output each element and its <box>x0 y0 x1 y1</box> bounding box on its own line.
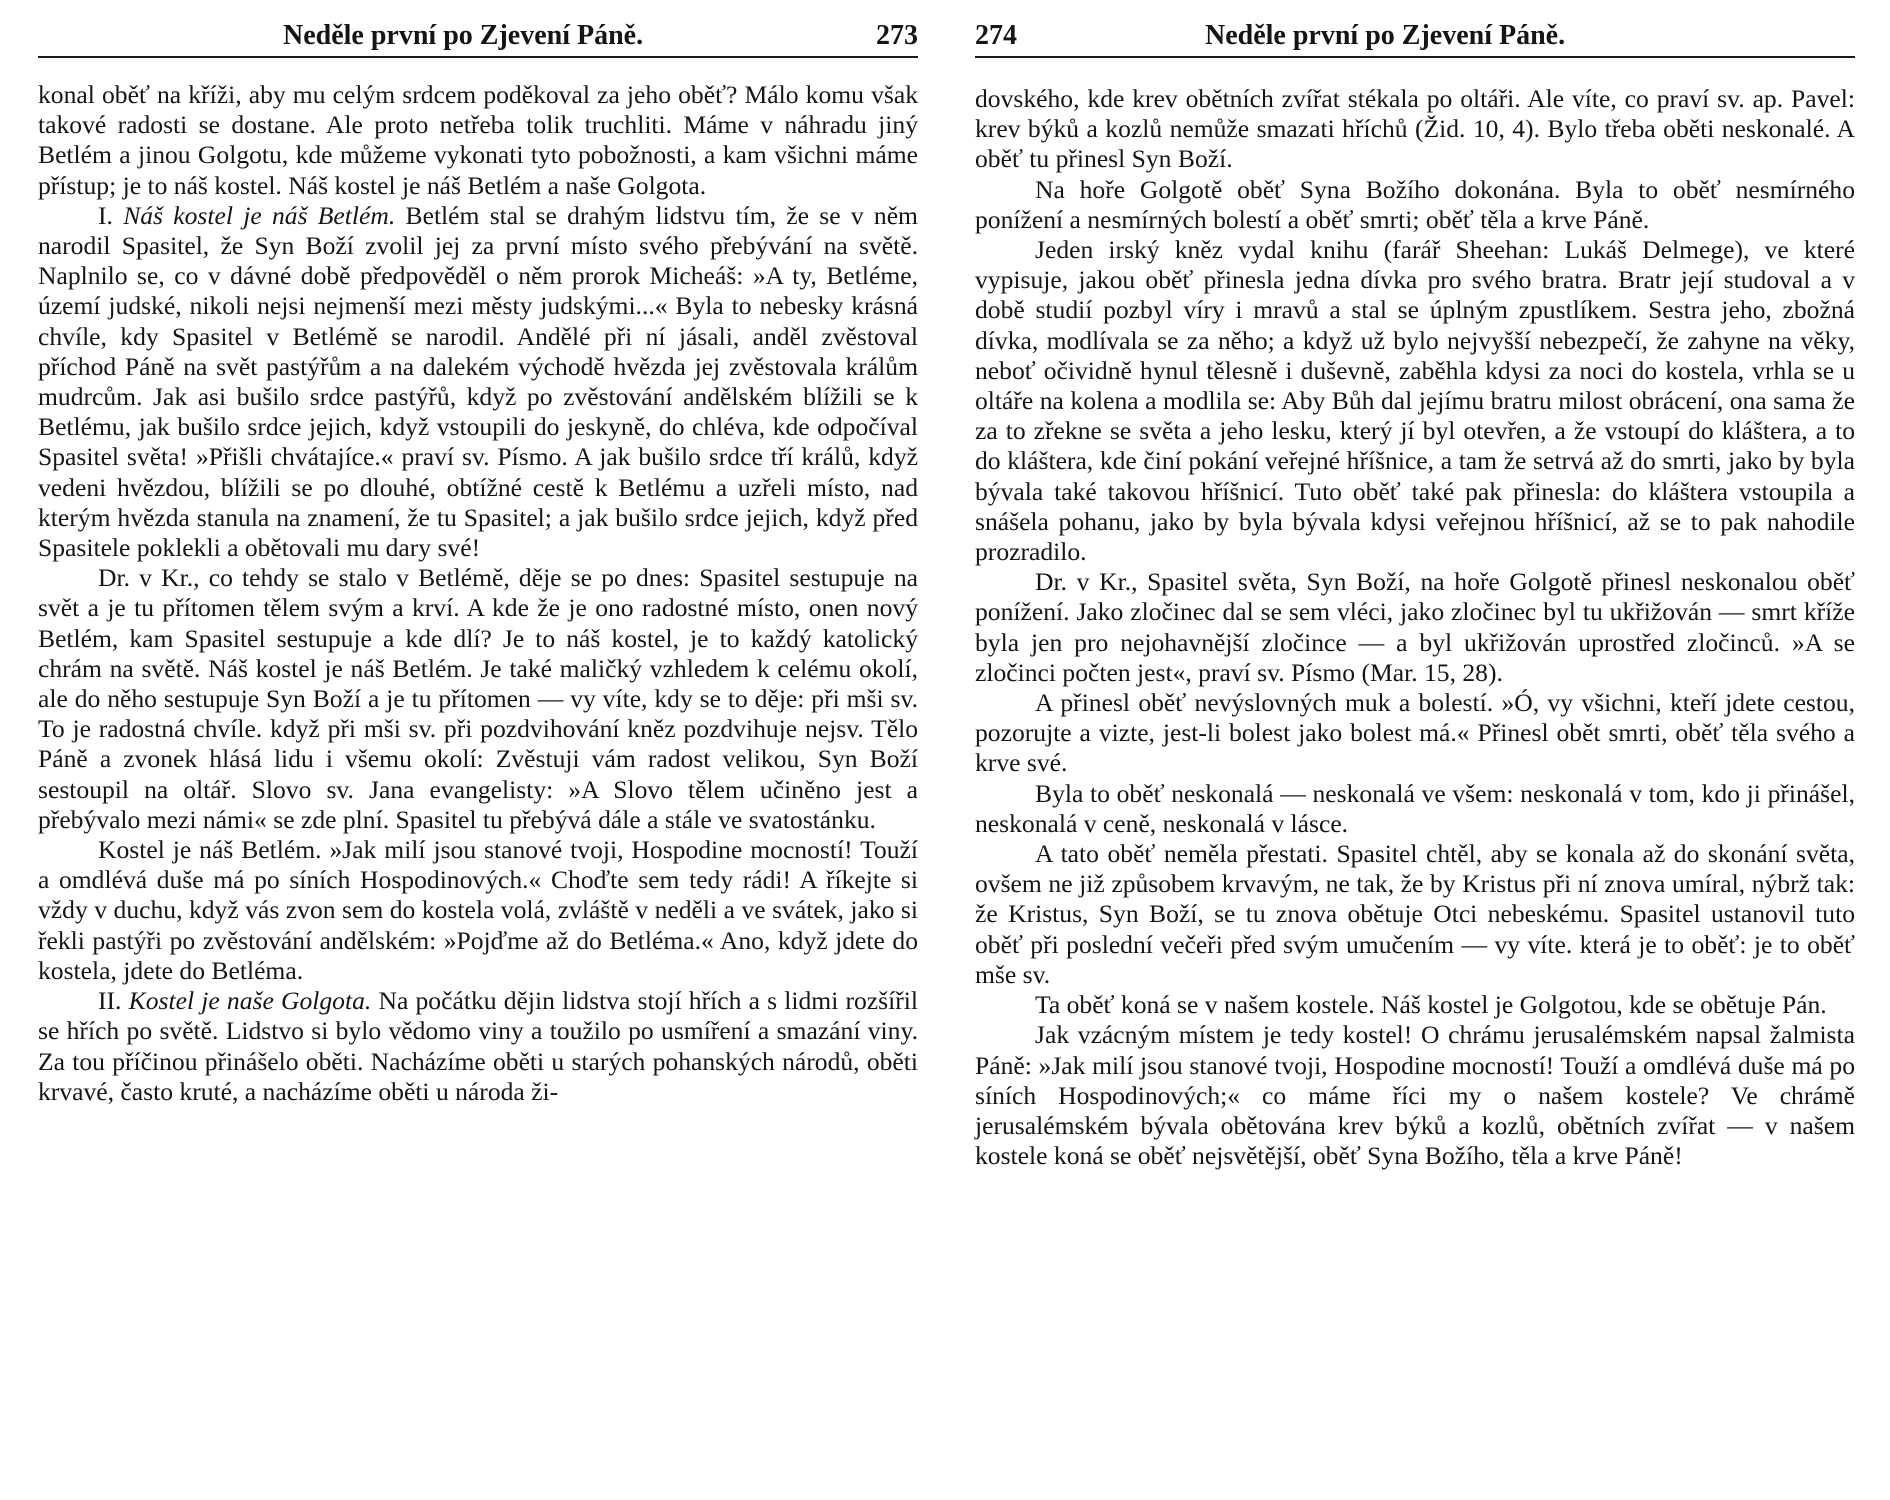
paragraph: konal oběť na kříži, aby mu celým srdcem poděkoval za jeho oběť? Málo komu však takové radosti se dostane. Ale proto netřeba tolik truchliti. Máme v náhradu jiný Betlém a jinou Golgotu, kde můžeme vykonati tyto pobožnosti, a kam všichni máme přístup; je to náš kostel. Náš kostel je náš Betlém a naše Golgota. <box>38 80 918 200</box>
section-numeral: II. <box>98 986 122 1016</box>
page-body <box>38 80 918 1107</box>
paragraph: A přinesl oběť nevýslovných muk a bolestí. »Ó, vy všichni, kteří jdete cestou, pozorujte a vizte, jest-li bolest jako bolest má.« Přinesl obět smrti, oběť těla svého a krve své. <box>975 688 1855 778</box>
page-body <box>975 84 1855 1171</box>
paragraph: Jak vzácným místem je tedy kostel! O chrámu jerusalémském napsal žalmista Páně: »Jak milí jsou stanové tvoji, Hospodine mocností! Touží a omdlévá duše má po síních Hospodinových;« co máme říci my o našem kostele? Ve chrámě jerusalémském bývala obětována krev býků a kozlů, obětních zvířat — v našem kostele koná se oběť nejsvětější, oběť Syna Božího, těla a krve Páně! <box>975 1020 1855 1171</box>
right-page <box>975 0 1855 1500</box>
paragraph: Kostel je náš Betlém. »Jak milí jsou stanové tvoji, Hospodine mocností! Touží a omdlévá duše má po síních Hospodinových.« Choďte sem tedy rádi! A říkejte si vždy v duchu, když vás zvon sem do kostela volá, zvláště v neděli a ve svátek, jako si řekli pastýři po zvěstování andělském: »Pojďme až do Betléma.« Ano, když jdete do kostela, jdete do Betléma. <box>38 835 918 985</box>
paragraph: A tato oběť neměla přestati. Spasitel chtěl, aby se konala až do skonání světa, ovšem ne již způsobem krvavým, ne tak, že by Kristus při ní znova umíral, nýbrž tak: že Kristus, Syn Boží, se tu znova obětuje Otci nebeskému. Spasitel ustanovil tuto oběť při poslední večeři před svým umučením — vy víte. která je to oběť: je to oběť mše sv. <box>975 839 1855 989</box>
page-number: 274 <box>975 20 1017 51</box>
left-page <box>38 0 918 1500</box>
header-rule <box>975 56 1855 58</box>
section-paragraph: I. Náš kostel je náš Betlém. Betlém stal se drahým lidstvu tím, že se v něm narodil Spasitel, že Syn Boží zvolil jej za první místo svého přebývání na světě. Naplnilo se, co v dávné době předpověděl o něm prorok Micheáš: »A ty, Betléme, území judské, nikoli nejsi nejmenší mezi městy judskými...« Byla to nebesky krásná chvíle, kdy Spasitel v Betlémě se narodil. Andělé při ní jásali, anděl zvěstoval příchod Páně na svět pastýřům a na dalekém východě hvězda jej zvěstovala králům mudrcům. Jak asi bušilo srdce pastýřů, když po zvěstování andělském blížili se k Betlému, jak bušilo srdce jejich, když vstoupili do jeskyně, do chléva, kde odpočíval Spasitel světa! »Přišli chvátajíce.« praví sv. Písmo. A jak bušilo srdce tří králů, když vedeni hvězdou, blížili se po dlouhé, obtížné cestě k Betlému a uzřeli místo, nad kterým hvězda stanula na znamení, že tu Spasitel; a jak bušilo srdce jejich, když před Spasitele poklekli a obětovali mu dary své! <box>38 200 918 563</box>
running-head <box>975 20 1855 52</box>
section-numeral: I. <box>98 200 113 230</box>
paragraph: Byla to oběť neskonalá — neskonalá ve všem: neskonalá v tom, kdo ji přinášel, neskonalá v ceně, neskonalá v lásce. <box>975 778 1855 838</box>
section-paragraph: II. Kostel je naše Golgota. Na počátku dějin lidstva stojí hřích a s lidmi rozšířil se hřích po světě. Lidstvo si bylo vědomo viny a toužilo po usmíření a smazání viny. Za tou příčinou přinášelo oběti. Nacházíme oběti u starých pohanských národů, oběti krvavé, často kruté, a nacházíme oběti u národa ži- <box>38 986 918 1106</box>
paragraph: Jeden irský kněz vydal knihu (farář Sheehan: Lukáš Delmege), ve které vypisuje, jakou oběť přinesla jedna dívka pro svého bratra. Bratr její studoval a v době studií pozbyl víry i mravů a stal se úplným zpustlíkem. Sestra jeho, zbožná dívka, modlívala se za něho; a když už bylo nejvyšší nebezpečí, že zahyne na věky, neboť očividně hynul tělesně i duševně, zaběhla kdysi za noci do kostela, vrhla se u oltáře na kolena a modlila se: Aby Bůh dal jejímu bratru milost obrácení, ona sama že za to zřekne se světa a jeho lesku, který jí byl otevřen, a že vstoupí do kláštera, a to do kláštera, kde činí pokání veřejné hříšnice, a tam že setrvá až do smrti, jako by byla bývala také takovou hříšnicí. Tuto oběť také pak přinesla: do kláštera vstoupila a snášela pohanu, jako by byla bývala kdysi veřejnou hříšnicí, až se to pak nahodile prozradilo. <box>975 235 1855 567</box>
paragraph: Dr. v Kr., co tehdy se stalo v Betlémě, děje se po dnes: Spasitel sestupuje na svět a je tu přítomen tělem svým a krví. A kde že je ono radostné místo, onen nový Betlém, kam Spasitel sestupuje a kde dlí? Je to náš kostel, je to každý katolický chrám na světě. Náš kostel je náš Betlém. Je také maličký vzhledem k celému okolí, ale do něho sestupuje Syn Boží a je tu přítomen — vy víte, kdy se to děje: při mši sv. To je radostná chvíle. když při mši sv. při pozdvihování kněz pozdvihuje nejsv. Tělo Páně a zvonek hlásá lidu i všemu okolí: Zvěstuji vám radost velikou, Syn Boží sestoupil na oltář. Slovo sv. Jana evangelisty: »A Slovo tělem učiněno jest a přebývalo mezi námi« se zde plní. Spasitel tu přebývá dále a stále ve svatostánku. <box>38 563 918 834</box>
running-title: Neděle první po Zjevení Páně. <box>1205 20 1566 51</box>
paragraph: dovského, kde krev obětních zvířat stékala po oltáři. Ale víte, co praví sv. ap. Pavel: krev býků a kozlů nemůže smazati hříchů (Žid. 10, 4). Bylo třeba oběti neskonalé. A oběť tu přinesl Syn Boží. <box>975 84 1855 174</box>
section-heading: Kostel je naše Golgota. <box>128 986 372 1016</box>
paragraph: Dr. v Kr., Spasitel světa, Syn Boží, na hoře Golgotě přinesl neskonalou oběť ponížení. Jako zločinec dal se sem vléci, jako zločinec byl tu ukřižován — smrt kříže byla jen pro nejohavnější zločince — a byl ukřižován uprostřed zločinců. »A se zločinci počten jest«, praví sv. Písmo (Mar. 15, 28). <box>975 567 1855 687</box>
paragraph: Ta oběť koná se v našem kostele. Náš kostel je Golgotou, kde se obětuje Pán. <box>1035 990 1827 1020</box>
running-head <box>38 20 918 52</box>
page-number: 273 <box>876 20 918 51</box>
header-rule <box>38 56 918 58</box>
paragraph: Na hoře Golgotě oběť Syna Božího dokonána. Byla to oběť nesmírného ponížení a nesmírných bolestí a oběť smrti; oběť těla a krve Páně. <box>975 174 1855 234</box>
running-title: Neděle první po Zjevení Páně. <box>283 20 644 51</box>
section-heading: Náš kostel je náš Betlém. <box>123 200 396 230</box>
